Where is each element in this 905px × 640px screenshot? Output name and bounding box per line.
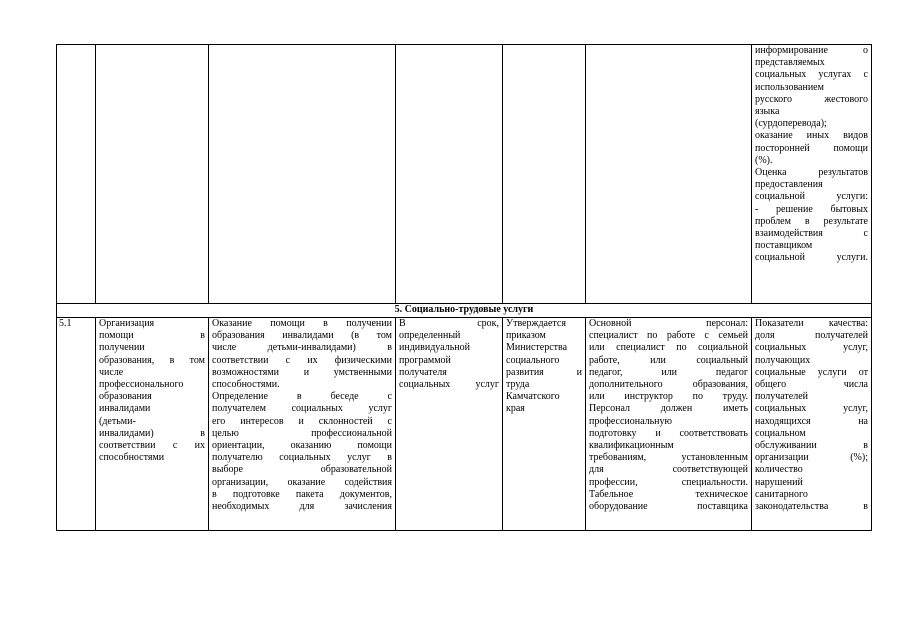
service-quality-cell bbox=[752, 318, 872, 531]
text-line: Камчатского bbox=[506, 391, 560, 403]
text-line: получателей bbox=[755, 391, 809, 403]
text-line: Основной персонал: bbox=[589, 318, 748, 329]
text-line: образования, в том bbox=[99, 354, 205, 366]
table-row-5-1 bbox=[57, 318, 872, 531]
text-line: доля получателей bbox=[755, 330, 868, 342]
text-line: программой bbox=[399, 354, 451, 366]
text-line: педагог, или педагог bbox=[589, 366, 748, 378]
text-line: В срок, bbox=[399, 318, 499, 329]
text-line: взаимодействия с bbox=[755, 228, 868, 240]
text-line: образования инвалидами (в том bbox=[212, 330, 392, 342]
text-line: профессии, специальности. bbox=[589, 476, 748, 488]
text-line: для соответствующей bbox=[589, 464, 748, 476]
text-line: социальной услуги. bbox=[755, 252, 868, 264]
text-line: соответствии с их физическими bbox=[212, 354, 392, 366]
text-line: (%). bbox=[755, 154, 773, 166]
text-line: помощи в bbox=[99, 330, 205, 342]
text-line: использованием bbox=[755, 81, 824, 93]
text-line: социальном bbox=[755, 427, 806, 439]
text-line: профессионального bbox=[99, 379, 184, 391]
text-line: (сурдоперевода); bbox=[755, 118, 827, 130]
text-line: посторонней помощи bbox=[755, 142, 868, 154]
text-line: способностями. bbox=[212, 379, 280, 391]
text-line: обслуживании в bbox=[755, 440, 868, 452]
text-line: числе bbox=[99, 366, 124, 378]
text-line: нарушений bbox=[755, 476, 803, 488]
text-line: Оказание помощи в получении bbox=[212, 318, 392, 329]
text-line: представляемых bbox=[755, 57, 825, 69]
text-line: Министерства bbox=[506, 342, 568, 354]
text-line: получающих bbox=[755, 354, 811, 366]
text-line: Утверждается bbox=[506, 318, 566, 329]
text-line: в подготовке пакета документов, bbox=[212, 488, 392, 500]
text-line: предоставления bbox=[755, 179, 823, 191]
text-line: специалист по работе с семьей bbox=[589, 330, 748, 342]
text-line: или инструктор по труду. bbox=[589, 391, 748, 403]
text-line: получателем социальных услуг bbox=[212, 403, 392, 415]
text-line: профессиональную bbox=[589, 415, 672, 427]
text-line: возможностями и умственными bbox=[212, 366, 392, 378]
text-line: Определение в беседе с bbox=[212, 391, 392, 403]
text-line: края bbox=[506, 403, 525, 415]
text-line: индивидуальной bbox=[399, 342, 470, 354]
text-line: Табельное техническое bbox=[589, 488, 748, 500]
text-line: труда bbox=[506, 379, 530, 391]
cell-empty bbox=[503, 45, 586, 304]
text-line: русского жестового bbox=[755, 93, 868, 105]
text-line: социальные услуги от bbox=[755, 366, 868, 378]
text-line: или специалист по социальной bbox=[589, 342, 748, 354]
text-line: Организация bbox=[99, 318, 155, 329]
text-line: социальных услуг, bbox=[755, 403, 868, 415]
text-line: ориентации, оказанию помощи bbox=[212, 440, 392, 452]
table-row-top bbox=[57, 45, 872, 304]
text-line: оборудование поставщика bbox=[589, 501, 748, 513]
text-line: числе детьми-инвалидами) в bbox=[212, 342, 392, 354]
text-line: подготовку и соответствовать bbox=[589, 427, 748, 439]
text-line: законодательства в bbox=[755, 501, 868, 513]
text-line: инвалидами) в bbox=[99, 427, 205, 439]
text-line: общего числа bbox=[755, 379, 868, 391]
text-line: количество bbox=[755, 464, 803, 476]
text-line: (детьми- bbox=[99, 415, 136, 427]
text-line: образования bbox=[99, 391, 152, 403]
text-line: способностями bbox=[99, 452, 165, 464]
text-line: квалификационным bbox=[589, 440, 674, 452]
text-line: Персонал должен иметь bbox=[589, 403, 748, 415]
quality-indicators-cell bbox=[752, 45, 872, 304]
text-line: его интересов и склонностей с bbox=[212, 415, 392, 427]
cell-empty bbox=[96, 45, 209, 304]
text-line: приказом bbox=[506, 330, 546, 342]
text-line: языка bbox=[755, 106, 780, 118]
text-line: необходимых для зачисления bbox=[212, 501, 392, 513]
text-line: социального bbox=[506, 354, 560, 366]
cell-empty bbox=[396, 45, 503, 304]
text-line: получении bbox=[99, 342, 145, 354]
text-line: Оценка результатов bbox=[755, 167, 868, 179]
text-line: определенный bbox=[399, 330, 461, 342]
text-line: требованиям, установленным bbox=[589, 452, 748, 464]
text-line: проблем в результате bbox=[755, 215, 868, 227]
service-personnel-cell bbox=[586, 318, 752, 531]
service-description-cell bbox=[209, 318, 396, 531]
cell-num-empty bbox=[57, 45, 96, 304]
text-line: - решение бытовых bbox=[755, 203, 868, 215]
service-term-cell bbox=[396, 318, 503, 531]
text-line: социальных услуг bbox=[399, 379, 499, 391]
text-line: соответствии с их bbox=[99, 440, 205, 452]
text-line: социальной услуги: bbox=[755, 191, 868, 203]
text-line: получателя bbox=[399, 366, 447, 378]
text-line: социальных услуг, bbox=[755, 342, 868, 354]
text-line: оказание иных видов bbox=[755, 130, 868, 142]
text-line: инвалидами bbox=[99, 403, 151, 415]
text-line: Показатели качества: bbox=[755, 318, 868, 329]
service-name-cell bbox=[96, 318, 209, 531]
text-line: выборе образовательной bbox=[212, 464, 392, 476]
section-title: 5. Социально-трудовые услуги bbox=[57, 304, 872, 318]
cell-empty bbox=[586, 45, 752, 304]
text-line: дополнительного образования, bbox=[589, 379, 748, 391]
text-line: развития и bbox=[506, 366, 582, 378]
service-number: 5.1 bbox=[57, 318, 96, 531]
text-line: поставщиком bbox=[755, 240, 813, 252]
text-line: социальных услугах с bbox=[755, 69, 868, 81]
text-line: информирование о bbox=[755, 45, 868, 56]
text-line: получателю социальных услуг в bbox=[212, 452, 392, 464]
text-line: организации, оказание содействия bbox=[212, 476, 392, 488]
service-tariff-cell bbox=[503, 318, 586, 531]
text-line: работе, или социальный bbox=[589, 354, 748, 366]
text-line: организации (%); bbox=[755, 452, 868, 464]
section-header-row bbox=[57, 304, 872, 318]
cell-empty bbox=[209, 45, 396, 304]
text-line: целью профессиональной bbox=[212, 427, 392, 439]
services-table bbox=[56, 44, 872, 531]
text-line: санитарного bbox=[755, 488, 808, 500]
text-line: находящихся на bbox=[755, 415, 868, 427]
